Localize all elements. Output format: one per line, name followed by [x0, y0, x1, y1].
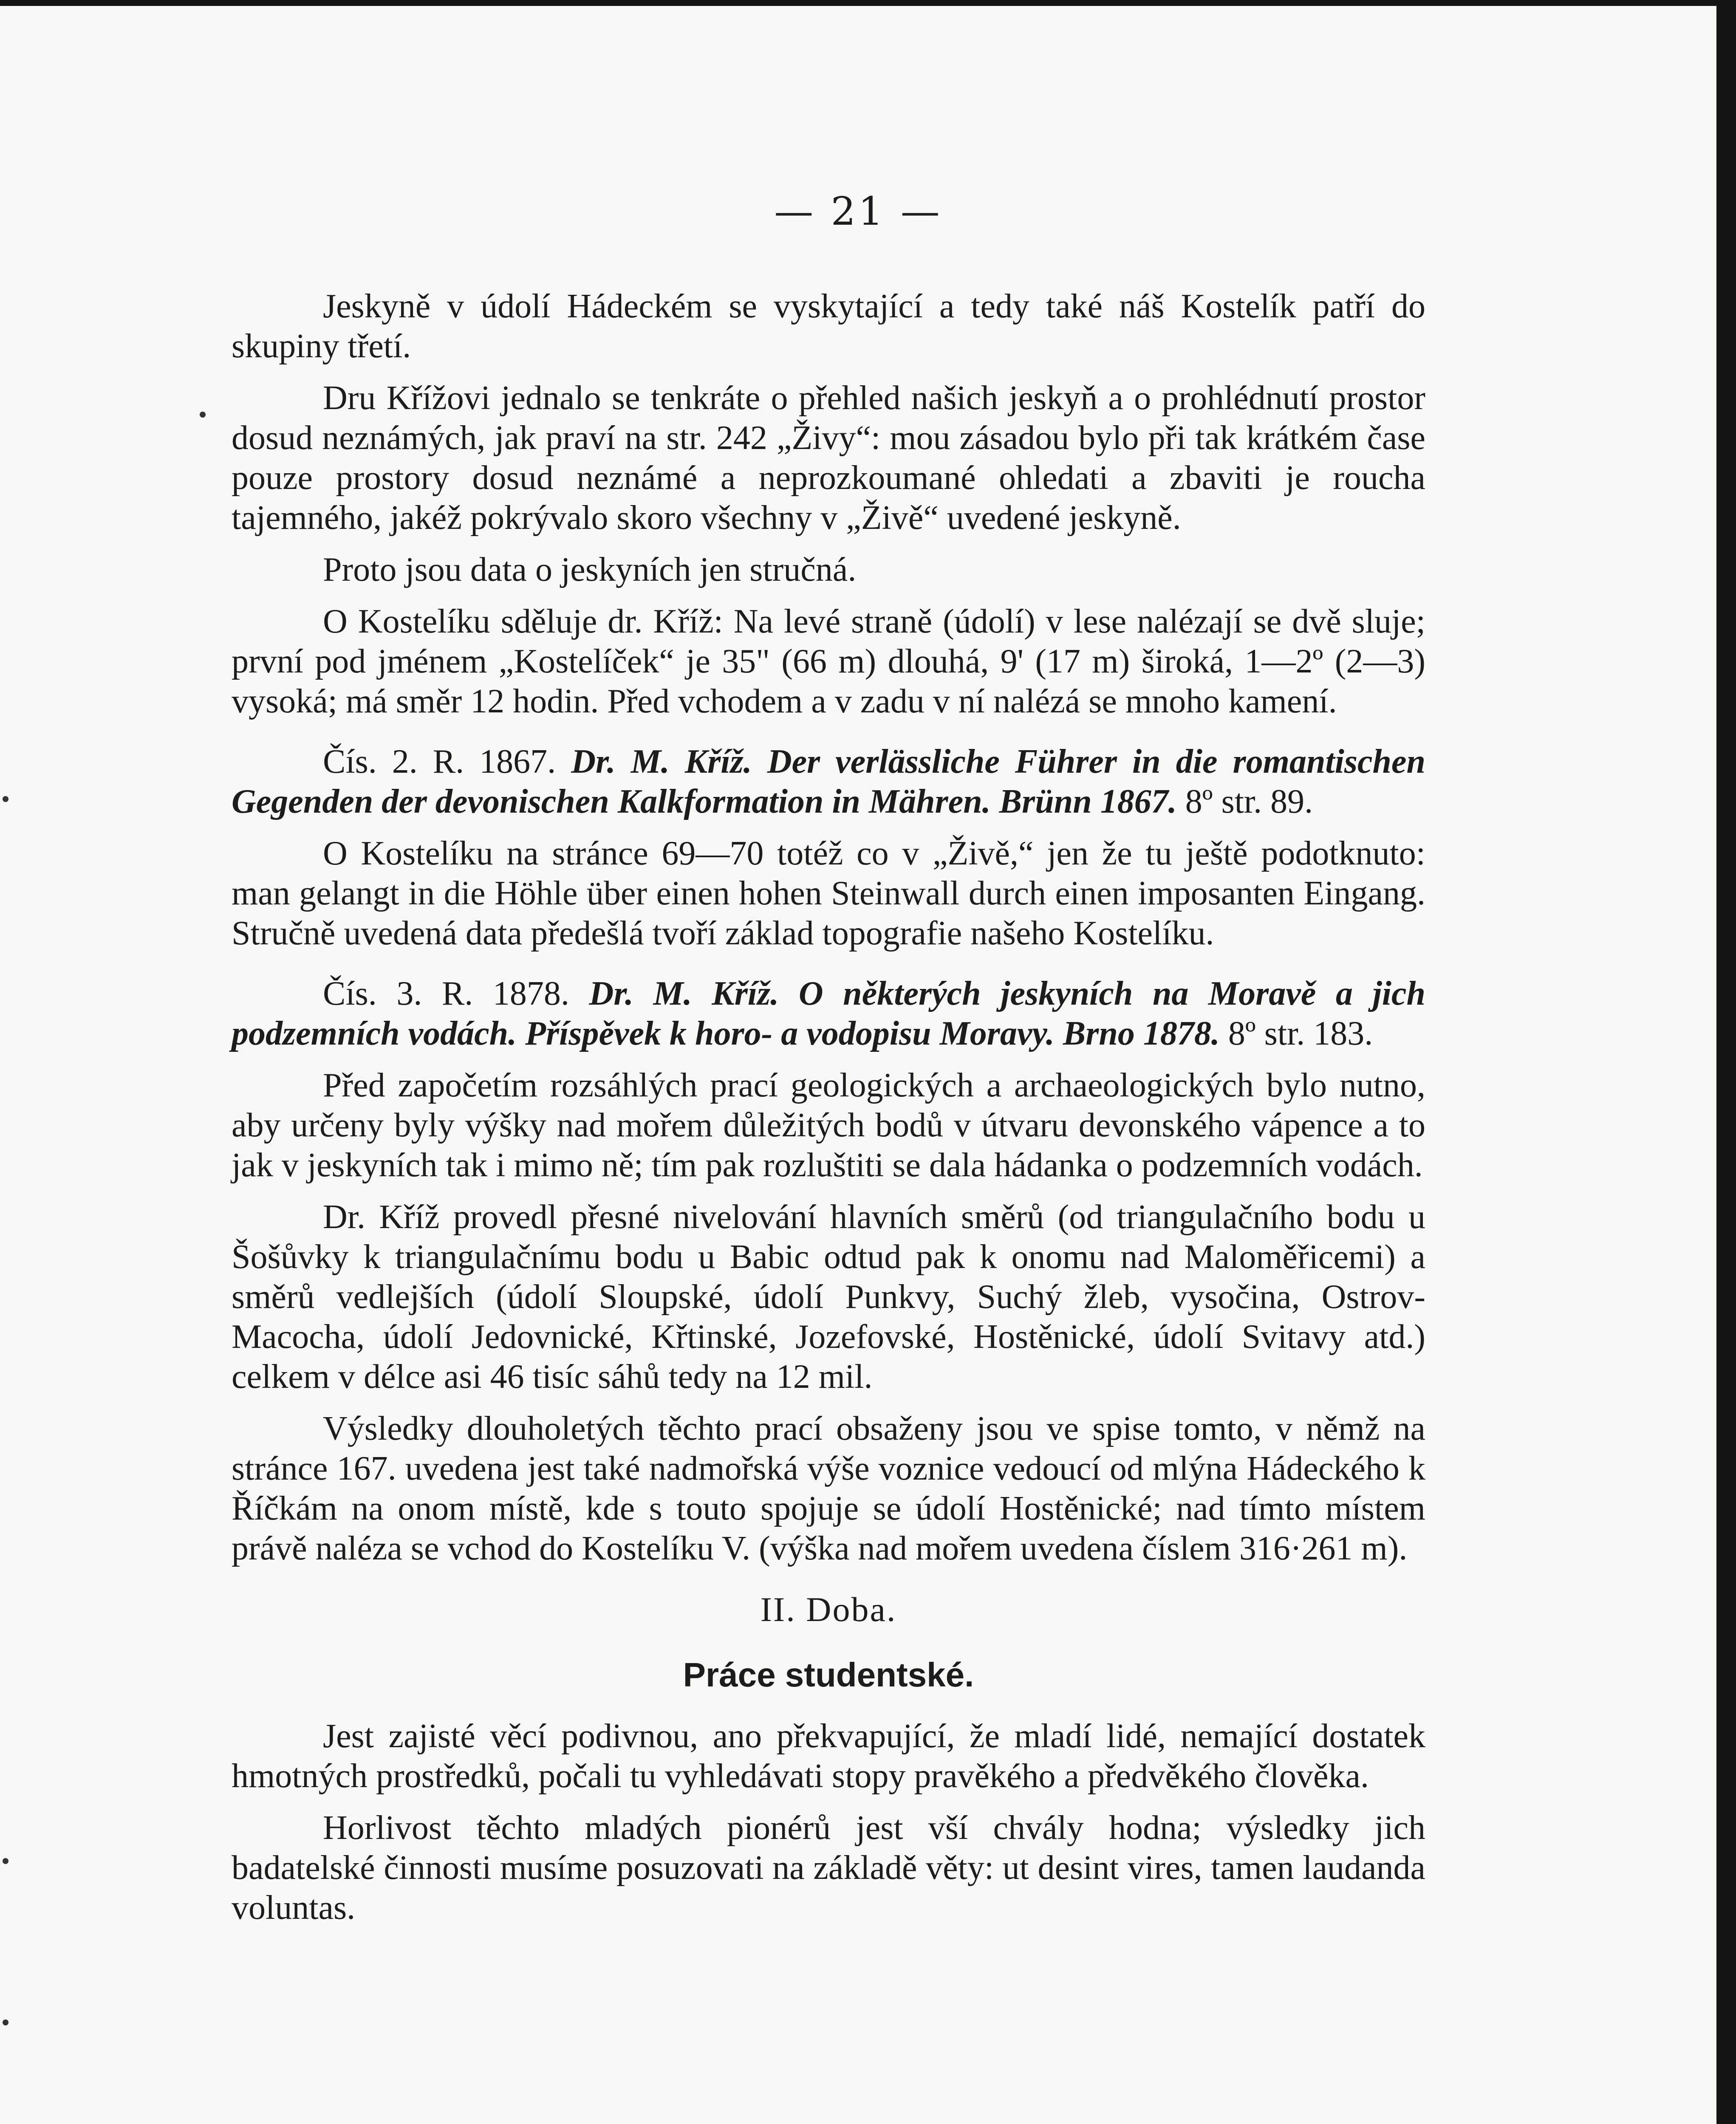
- scan-speck: [3, 1858, 8, 1864]
- reference-number: Čís. 2. R. 1867.: [323, 743, 556, 780]
- page-number: — 21 —: [774, 189, 942, 234]
- paragraph: Výsledky dlouholetých těchto prací obsaženy jsou ve spise tomto, v němž na stránce 167. uvedena jest také nadmořská výše voznice vedoucí od mlýna Hádeckého k Říčkám na onom místě, kde s touto spojuje se údolí Hostěnické; nad tímto místem právě naléza se vchod do Kostelíku V. (výška nad mořem uvedena číslem 316·261 m).: [232, 1410, 1425, 1567]
- reference-pages: 8º str. 183.: [1228, 1015, 1373, 1052]
- paragraph: Horlivost těchto mladých pionérů jest vší chvály hodna; výsledky jich badatelské činnosti musíme posuzovati na základě věty: ut desint vires, tamen laudanda voluntas.: [232, 1809, 1425, 1926]
- paragraph: O Kostelíku sděluje dr. Kříž: Na levé straně (údolí) v lese nalézají se dvě sluje; první pod jménem „Kostelíček“ je 35" (66 m) dlouhá, 9' (17 m) široká, 1—2º (2—3) vysoká; má směr 12 hodin. Před vchodem a v zadu v ní nalézá se mnoho kamení.: [232, 603, 1425, 720]
- reference-pages: 8º str. 89.: [1185, 783, 1313, 820]
- scan-speck: [200, 412, 206, 418]
- bibliography-entry-3: [232, 974, 1425, 1054]
- paragraph: Jest zajisté věcí podivnou, ano překvapující, že mladí lidé, nemající dostatek hmotných prostředků, počali tu vyhledávati stopy pravěkého a předvěkého člověka.: [232, 1717, 1425, 1795]
- page-body: [232, 286, 1425, 1928]
- paragraph: O Kostelíku na stránce 69—70 totéž co v „Živě,“ jen že tu ještě podotknuto: man gelangt in die Höhle über einen hohen Steinwall durch einen imposanten Eingang. Stručně uvedená data předešlá tvoří základ topografie našeho Kostelíku.: [232, 835, 1425, 952]
- paragraph: Dru Křížovi jednalo se tenkráte o přehled našich jeskyň a o prohlédnutí prostor dosud neznámých, jak praví na str. 242 „Živy“: mou zásadou bylo při tak krátkém čase pouze prostory dosud neznámé a neprozkoumané ohledati a zbaviti je roucha tajemného, jakéž pokrývalo skoro všechny v „Živě“ uvedené jeskyně.: [232, 379, 1425, 537]
- paragraph: Jeskyně v údolí Hádeckém se vyskytající a tedy také náš Kostelík patří do skupiny třetí.: [232, 288, 1425, 365]
- reference-title: Dr. M. Kříž. Der verlässliche Führer in die romantischen Gegenden der devonischen Kalkformation in Mähren. Brünn 1867.: [232, 743, 1426, 820]
- paragraph: Dr. Kříž provedl přesné nivelování hlavních směrů (od triangulačního bodu u Šošůvky k triangulačnímu bodu u Babic odtud pak k onomu nad Maloměřicemi) a směrů vedlejších (údolí Sloupské, údolí Punkvy, Suchý žleb, vysočina, Ostrov-Macocha, údolí Jedovnické, Křtinské, Jozefovské, Hostěnické, údolí Svitavy atd.) celkem v délce asi 46 tisíc sáhů tedy na 12 mil.: [232, 1198, 1425, 1395]
- paragraph: Proto jsou data o jeskyních jen stručná.: [323, 551, 857, 588]
- section-label: II. Doba.: [760, 1590, 897, 1629]
- bibliography-entry-2: [232, 742, 1425, 822]
- reference-title: Dr. M. Kříž. O některých jeskyních na Moravě a jich podzemních vodách. Příspěvek k horo- a vodopisu Moravy. Brno 1878.: [232, 975, 1426, 1052]
- reference-number: Čís. 3. R. 1878.: [323, 975, 569, 1012]
- scan-speck: [3, 796, 8, 802]
- paragraph: Před započetím rozsáhlých prací geologických a archaeologických bylo nutno, aby určeny byly výšky nad mořem důležitých bodů v útvaru devonského vápence a to jak v jeskyních tak i mimo ně; tím pak rozluštiti se dala hádanka o podzemních vodách.: [232, 1067, 1425, 1184]
- section-title: Práce studentské.: [683, 1656, 974, 1694]
- scan-speck: [3, 2019, 8, 2025]
